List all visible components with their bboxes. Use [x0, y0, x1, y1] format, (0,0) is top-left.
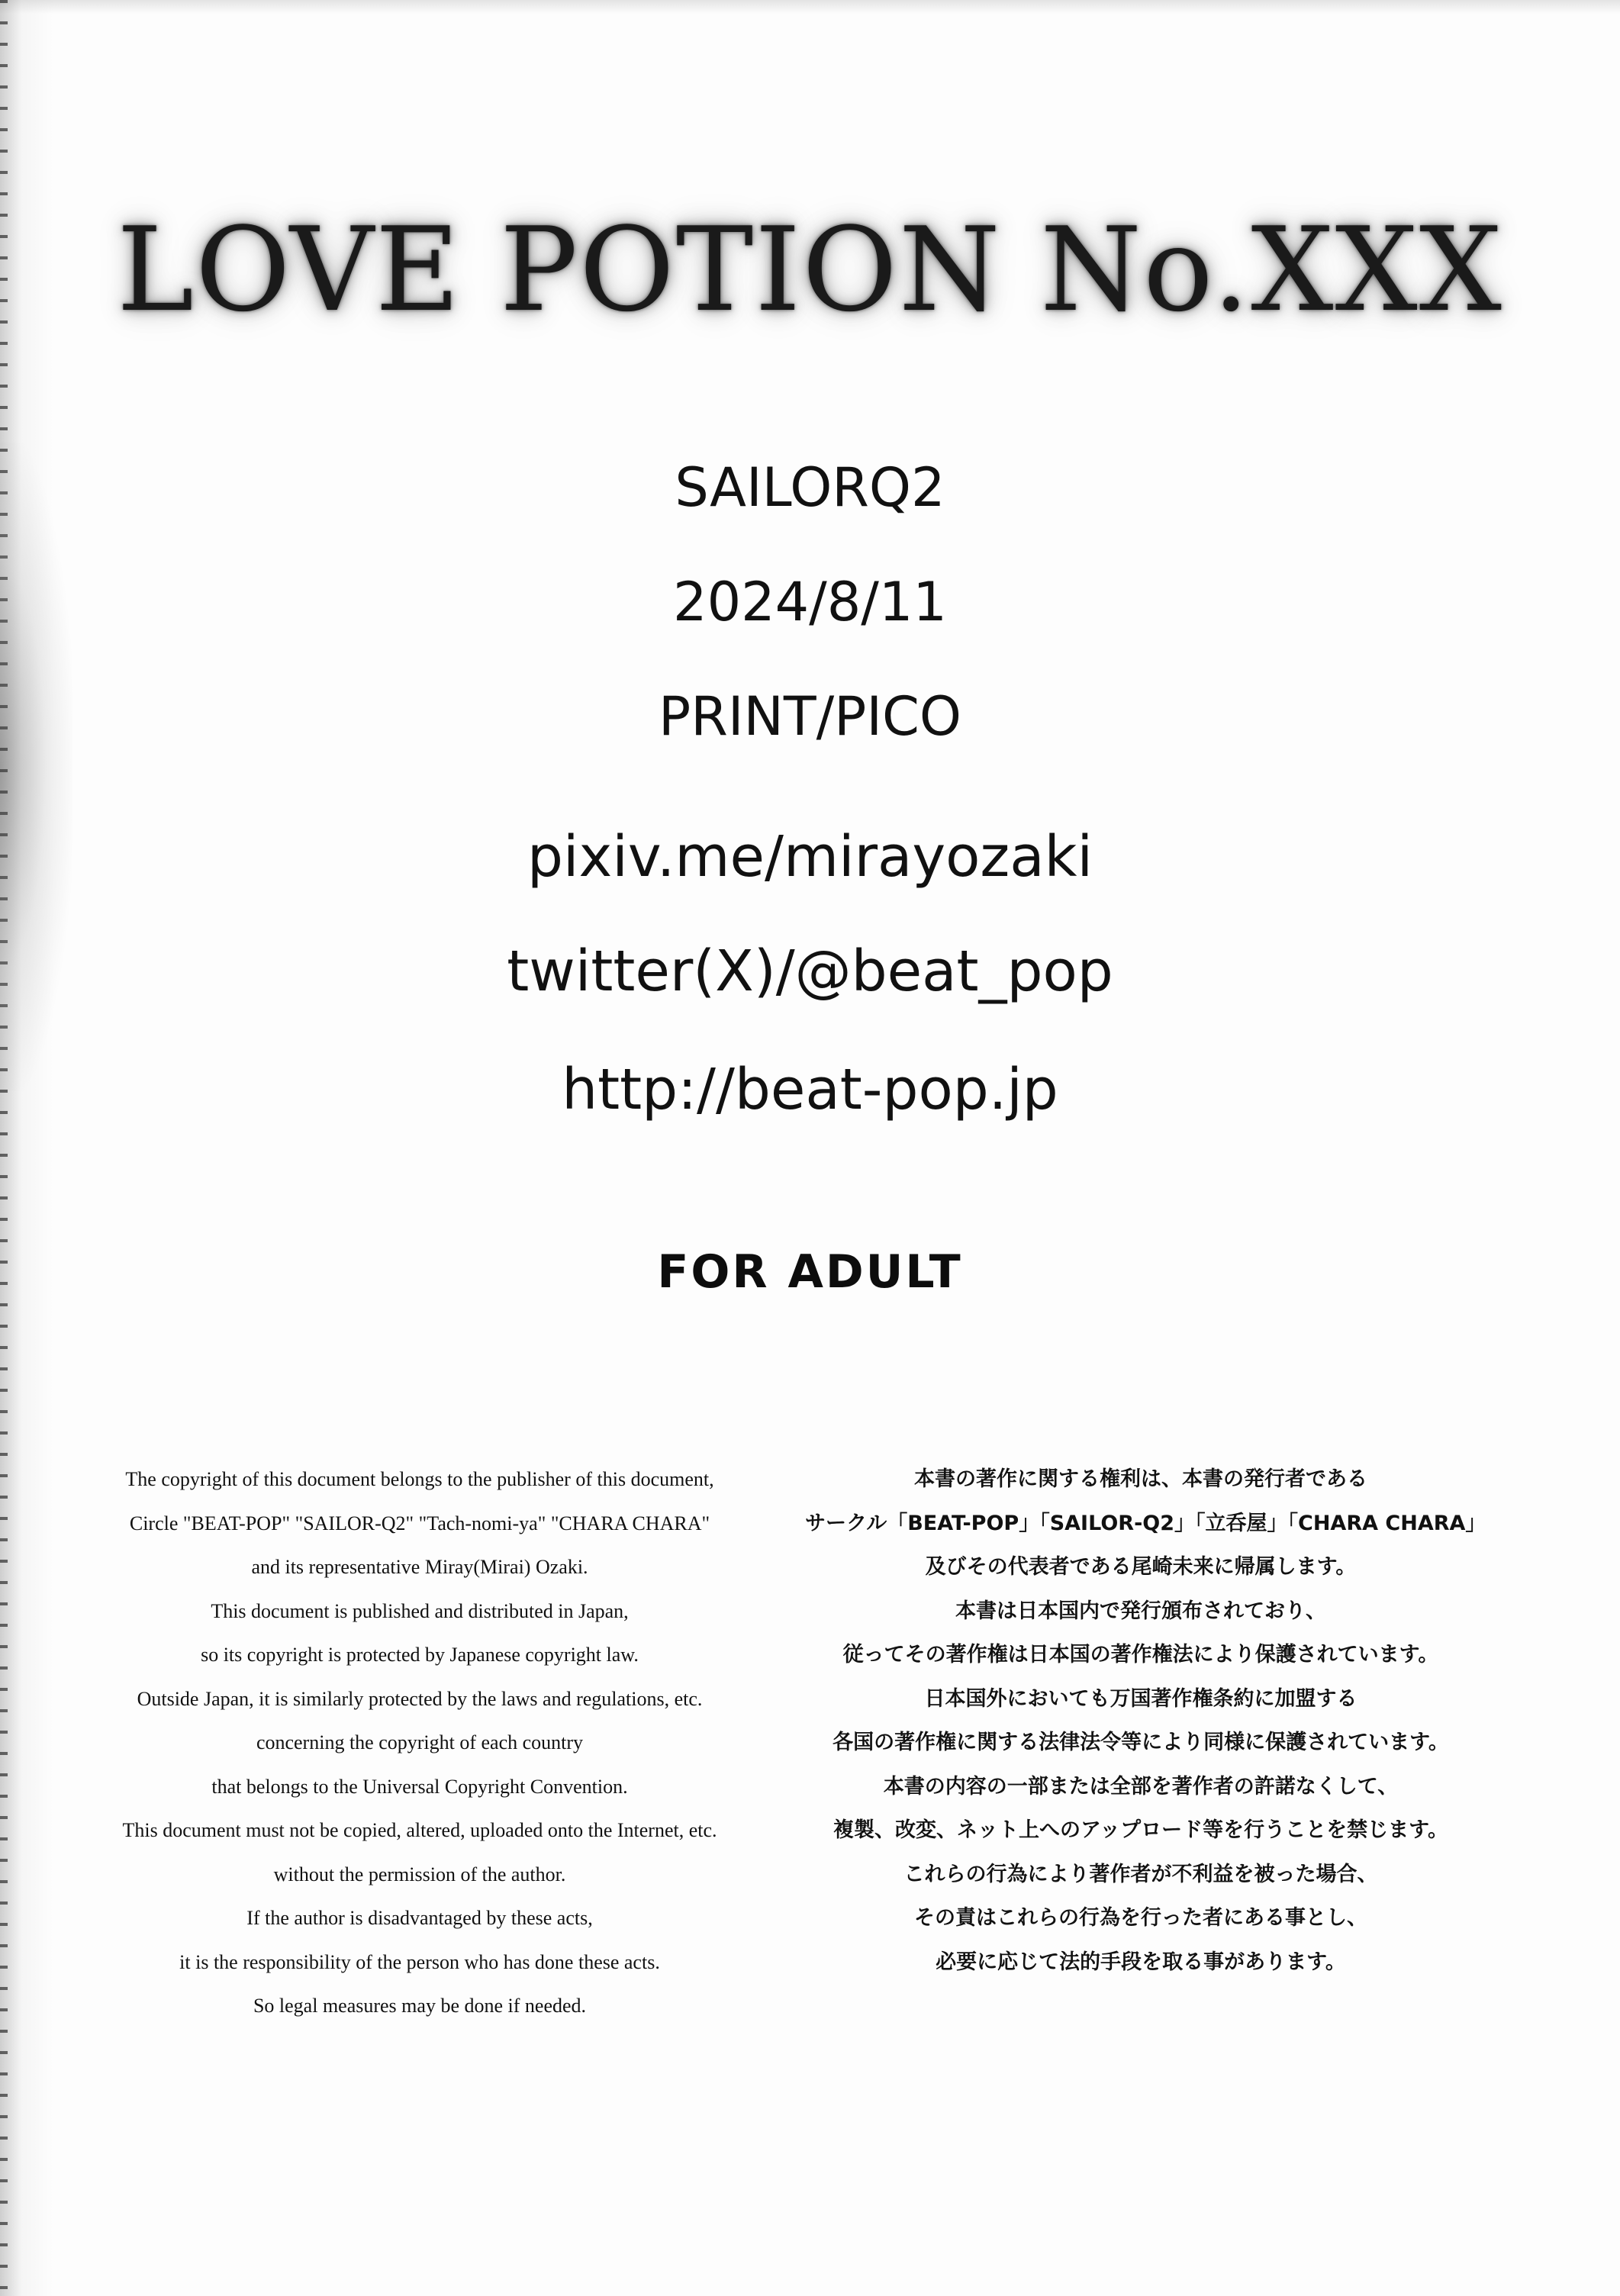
circle-name: SAILORQ2	[675, 456, 945, 519]
twitter-link: twitter(X)/@beat_pop	[507, 939, 1113, 1004]
copyright-en-line: The copyright of this document belongs to the publisher of this document,	[125, 1468, 714, 1490]
copyright-ja-line: 各国の著作権に関する法律法令等により同様に保護されています。	[833, 1731, 1449, 1754]
copyright-ja-line: 及びその代表者である尾崎未来に帰属します。	[925, 1555, 1357, 1579]
binding-edge	[0, 0, 53, 2296]
copyright-notice-en	[122, 1457, 717, 2028]
copyright-notice-ja	[805, 1457, 1486, 1984]
copyright-ja-line: これらの行為により著作者が不利益を被った場合、	[903, 1862, 1378, 1886]
copyright-ja-line: その責はこれらの行為を行った者にある事とし、	[914, 1906, 1367, 1930]
publish-date: 2024/8/11	[673, 571, 947, 633]
rating-label: FOR ADULT	[657, 1245, 963, 1299]
website-link: http://beat-pop.jp	[562, 1057, 1058, 1122]
copyright-en-line: and its representative Miray(Mirai) Ozaki.	[251, 1556, 588, 1578]
copyright-en-line: If the author is disadvantaged by these acts,	[246, 1907, 593, 1929]
copyright-ja-line: 従ってその著作権は日本国の著作権法により保護されています。	[842, 1643, 1439, 1666]
copyright-en-line: Circle "BEAT-POP" "SAILOR-Q2" "Tach-nomi-ya" "CHARA CHARA"	[129, 1512, 710, 1534]
book-title: LOVE POTION No.XXX	[117, 202, 1503, 337]
scan-top-edge	[0, 0, 1620, 14]
copyright-en-line: Outside Japan, it is similarly protected by the laws and regulations, etc.	[137, 1687, 703, 1710]
copyright-en-line: concerning the copyright of each country	[256, 1731, 584, 1753]
copyright-en-line: This document must not be copied, altered, uploaded onto the Internet, etc.	[122, 1819, 717, 1841]
copyright-en-line: that belongs to the Universal Copyright Convention.	[211, 1775, 628, 1798]
copyright-en-line: So legal measures may be done if needed.	[253, 1995, 587, 2017]
printer-name: PRINT/PICO	[658, 685, 962, 748]
copyright-en-line: so its copyright is protected by Japanese copyright law.	[201, 1644, 639, 1666]
copyright-en-line: without the permission of the author.	[273, 1863, 566, 1885]
copyright-en-line: it is the responsibility of the person who has done these acts.	[179, 1950, 660, 1973]
copyright-ja-line: 本書の著作に関する権利は、本書の発行者である	[914, 1467, 1367, 1491]
copyright-ja-line: サークル「BEAT-POP」「SAILOR-Q2」「立呑屋」「CHARA CHARA」	[805, 1511, 1486, 1535]
copyright-ja-line: 本書は日本国内で発行頒布されており、	[955, 1599, 1326, 1623]
copyright-ja-line: 必要に応じて法的手段を取る事があります。	[936, 1950, 1346, 1974]
copyright-ja-line: 日本国外においても万国著作権条約に加盟する	[924, 1686, 1358, 1711]
copyright-ja-line: 本書の内容の一部または全部を著作者の許諾なくして、	[883, 1774, 1399, 1798]
copyright-en-line: This document is published and distributed in Japan,	[211, 1599, 629, 1622]
pixiv-link: pixiv.me/mirayozaki	[527, 824, 1093, 890]
copyright-ja-line: 複製、改変、ネット上へのアップロード等を行うことを禁じます。	[833, 1818, 1448, 1842]
